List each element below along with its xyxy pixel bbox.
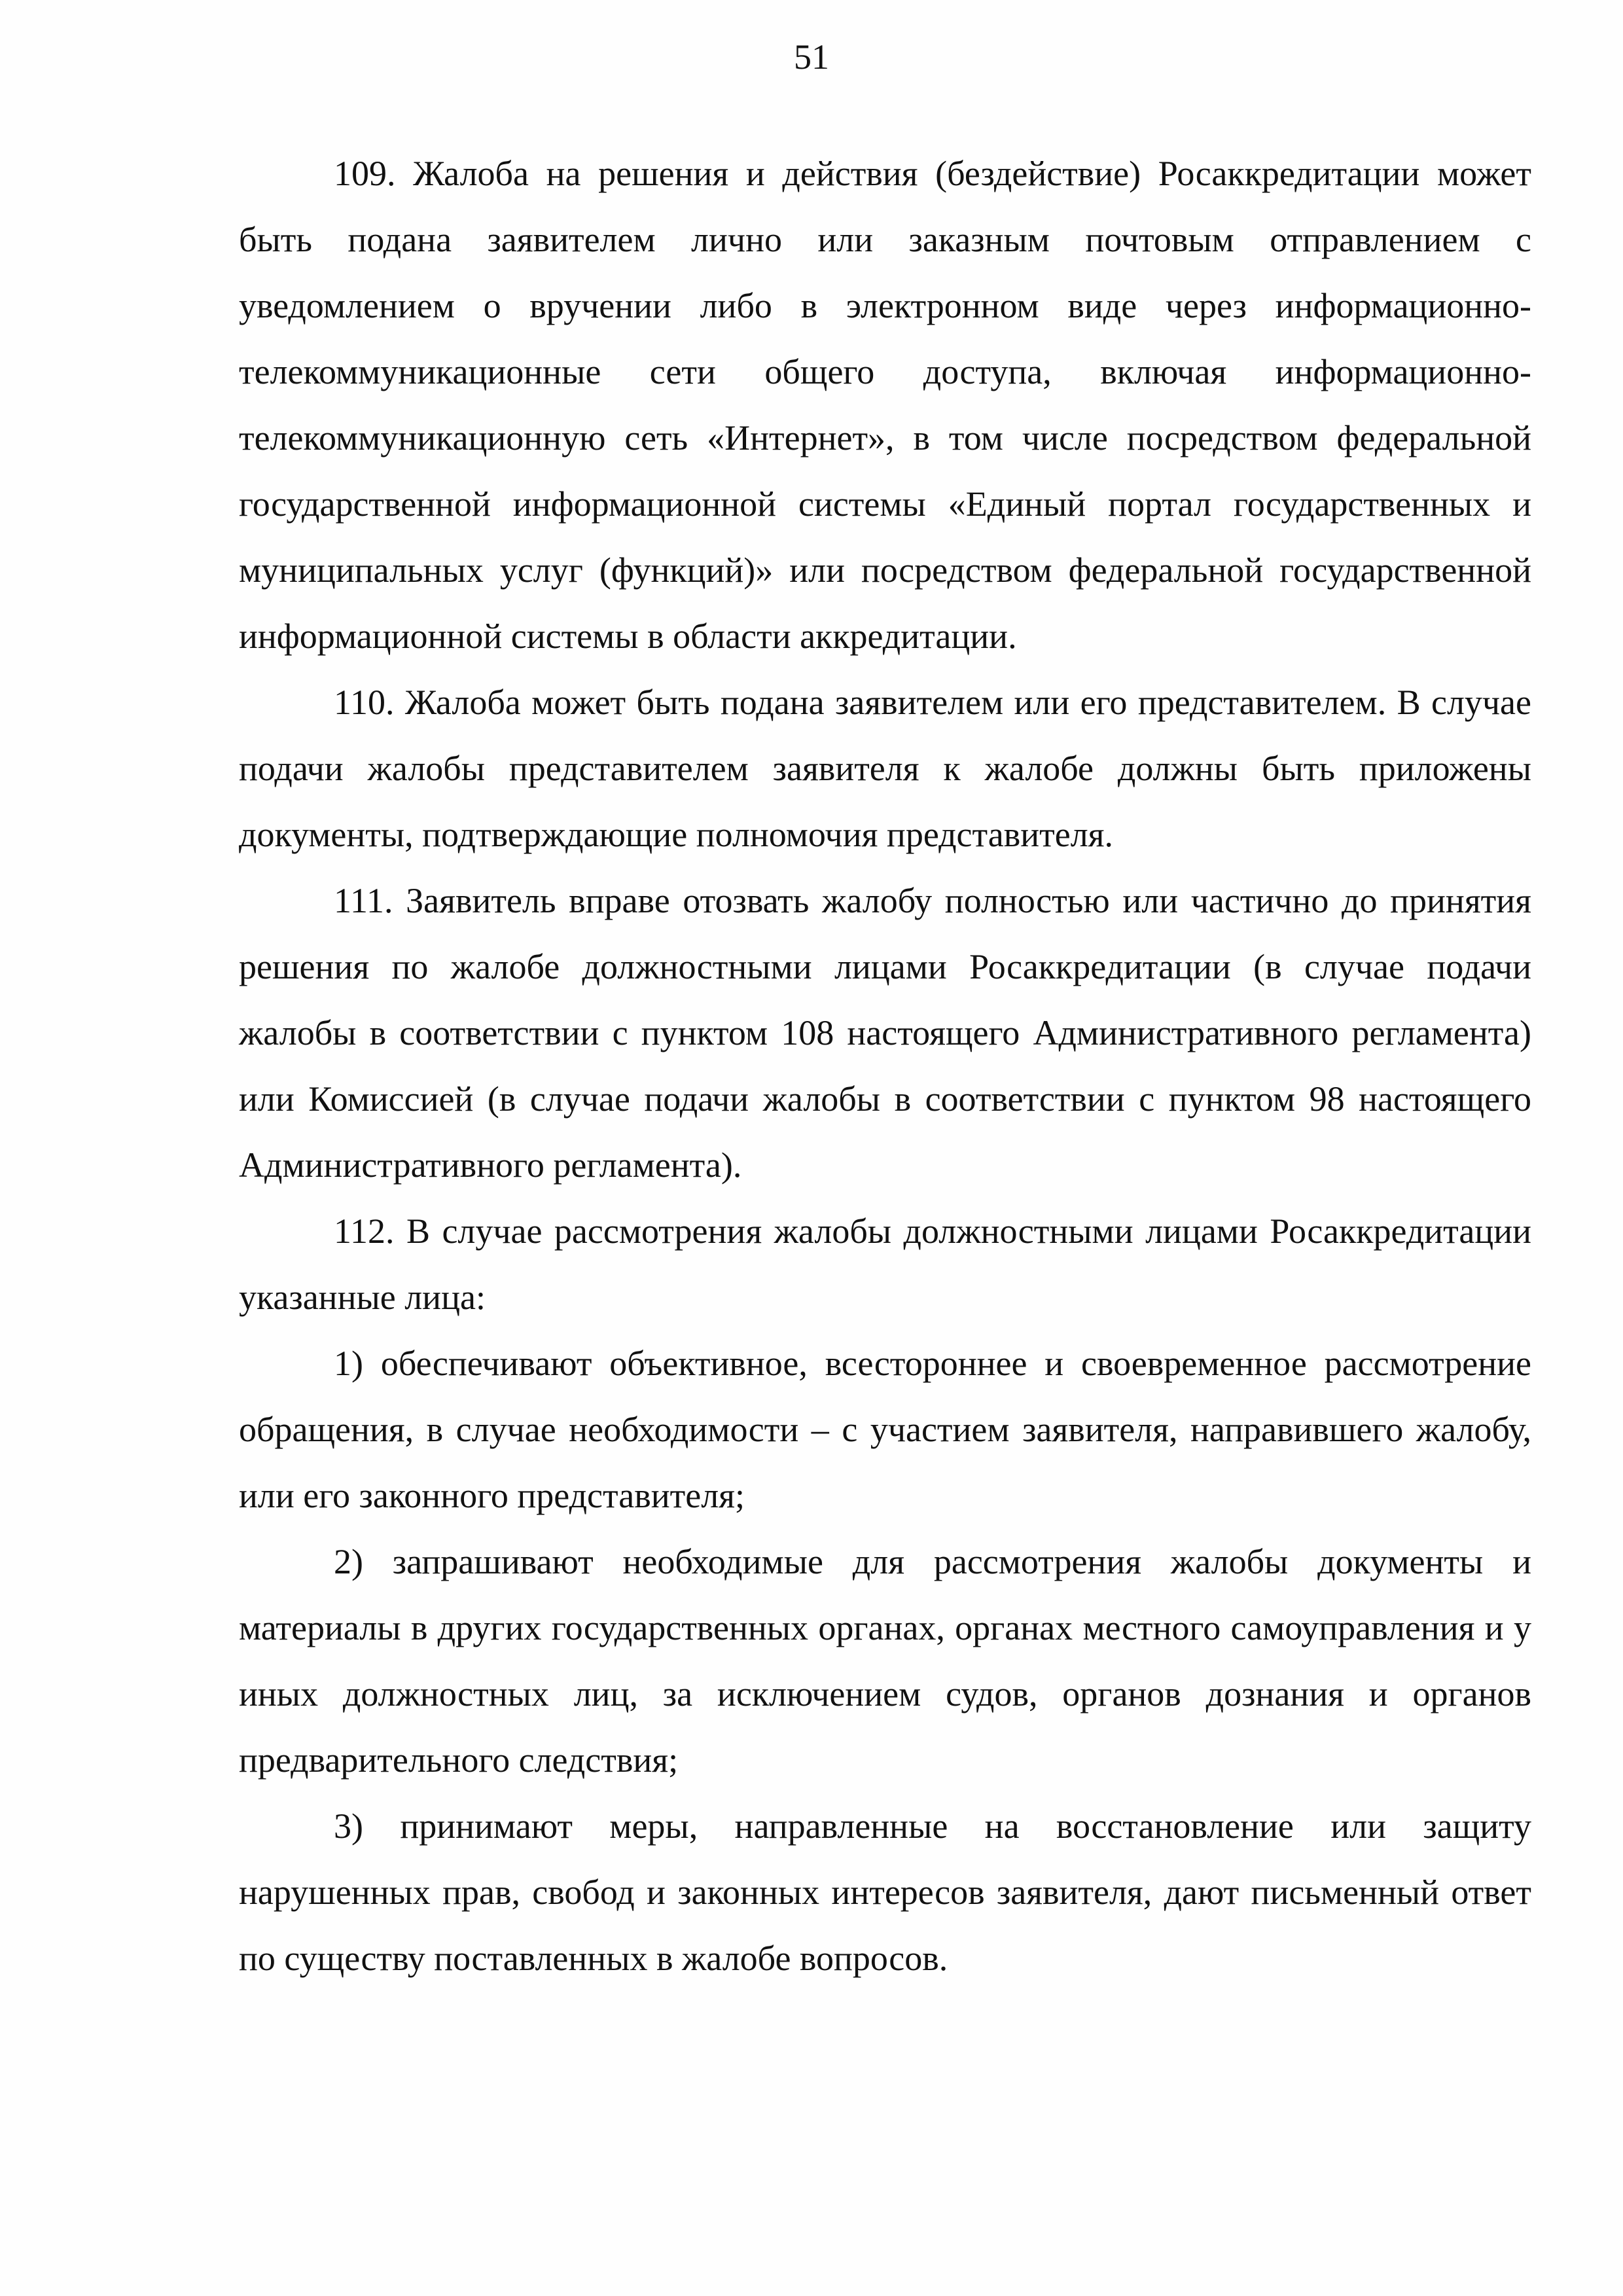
page-number: 51 (794, 37, 829, 77)
list-item-112-1: 1) обеспечивают объективное, всестороннее и своевременное рассмотрение обращения, в случае необходимости – с участием заявителя, направившего жалобу, или его законного представителя; (239, 1344, 1531, 1515)
list-item-112-2: 2) запрашивают необходимые для рассмотрения жалобы документы и материалы в других государственных органах, органах местного самоуправления и у иных должностных лиц, за исключением судов, органов дознания и органов предварительного следствия; (239, 1542, 1531, 1780)
paragraph-111: 111. Заявитель вправе отозвать жалобу полностью или частично до принятия решения по жалобе должностными лицами Росаккредитации (в случае подачи жалобы в соответствии с пунктом 108 настоящего Административного регламента) или Комиссией (в случае подачи жалобы в соответствии с пунктом 98 настоящего Административного регламента). (239, 881, 1531, 1185)
paragraph-109: 109. Жалоба на решения и действия (бездействие) Росаккредитации может быть подана заявителем лично или заказным почтовым отправлением с уведомлением о вручении либо в электронном виде через информационно-телекоммуникационные сети общего доступа, включая информационно-телекоммуникационную сеть «Интернет», в том числе посредством федеральной государственной информационной системы «Единый портал государственных и муниципальных услуг (функций)» или посредством федеральной государственной информационной системы в области аккредитации. (239, 154, 1531, 656)
list-item-112-3: 3) принимают меры, направленные на восстановление или защиту нарушенных прав, свобод и законных интересов заявителя, дают письменный ответ по существу поставленных в жалобе вопросов. (239, 1806, 1531, 1978)
paragraph-112: 112. В случае рассмотрения жалобы должностными лицами Росаккредитации указанные лица: (239, 1211, 1531, 1317)
document-body (239, 141, 1531, 1992)
paragraph-110: 110. Жалоба может быть подана заявителем или его представителем. В случае подачи жалобы представителем заявителя к жалобе должны быть приложены документы, подтверждающие полномочия представителя. (239, 683, 1531, 854)
